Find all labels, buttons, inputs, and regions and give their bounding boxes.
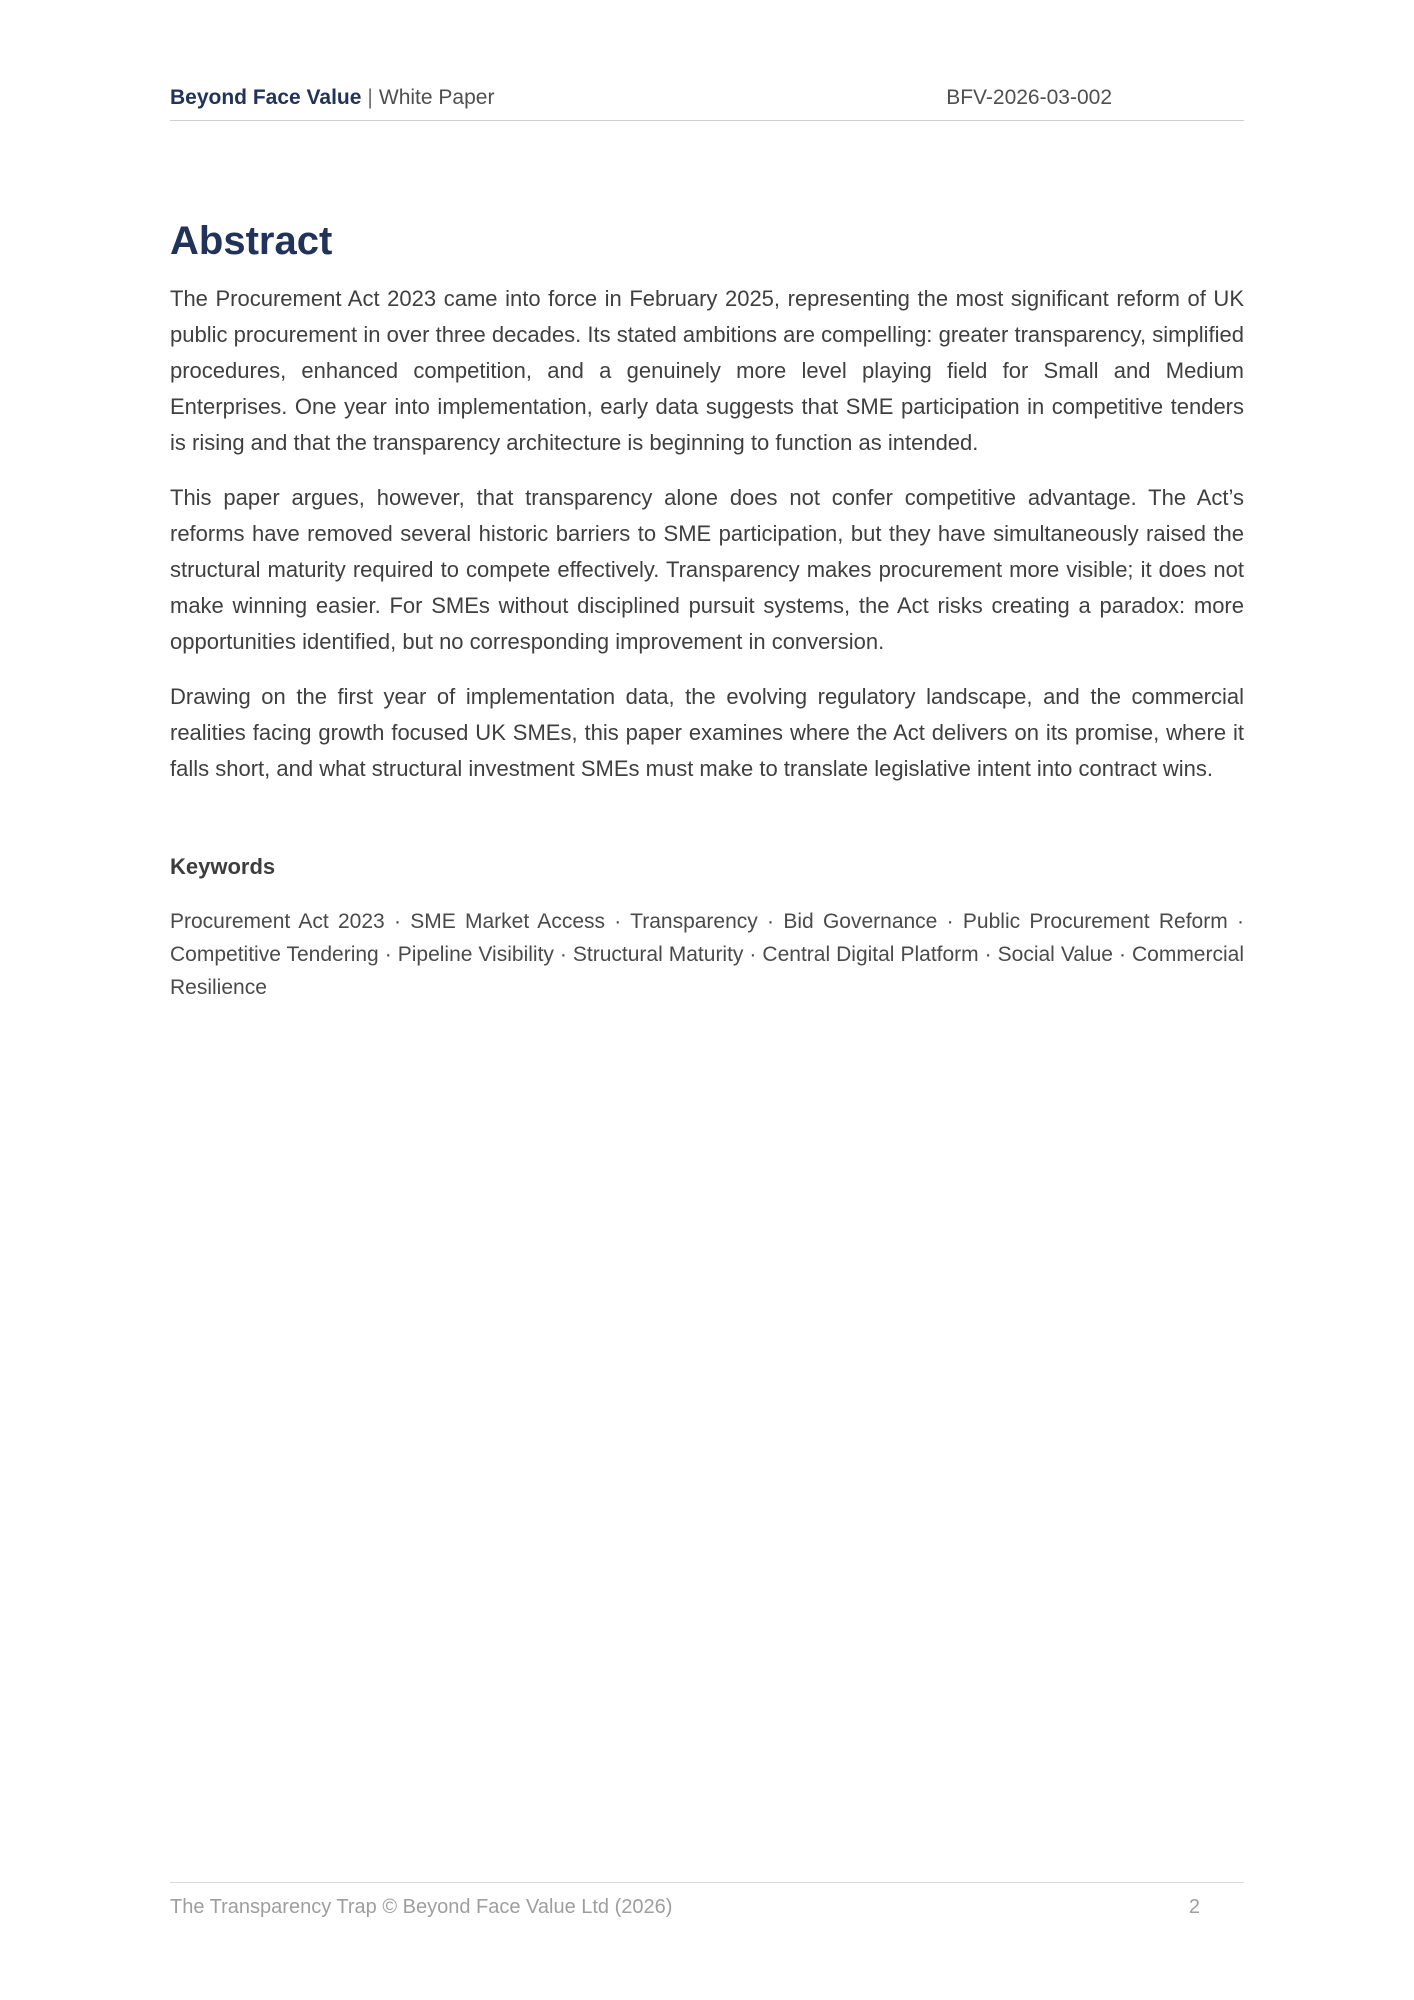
page-footer bbox=[170, 1882, 1244, 1919]
keywords-list: Procurement Act 2023 · SME Market Access · Transparency · Bid Governance · Public Procurement Reform · Competitive Tendering · Pipeline Visibility · Structural Maturity · Central Digital Platform · Social Value · Commercial Resilience bbox=[170, 910, 1244, 1000]
document-type-label: White Paper bbox=[378, 86, 495, 109]
page-header bbox=[170, 0, 1244, 121]
document-id: BFV-2026-03-002 bbox=[946, 86, 1112, 109]
abstract-paragraph: Drawing on the first year of implementation data, the evolving regulatory landscape, and the commercial realities facing growth focused UK SMEs, this paper examines where the Act delivers on its promise, where it falls short, and what structural investment SMEs must make to translate legislative intent into contract wins. bbox=[170, 684, 1244, 782]
header-left bbox=[170, 86, 494, 109]
abstract-paragraph: This paper argues, however, that transparency alone does not confer competitive advantage. The Act’s reforms have removed several historic barriers to SME participation, but they have simultaneously raised the structural maturity required to compete effectively. Transparency makes procurement more visible; it does not make winning easier. For SMEs without disciplined pursuit systems, the Act risks creating a paradox: more opportunities identified, but no corresponding improvement in conversion. bbox=[170, 485, 1244, 655]
brand-name: Beyond Face Value bbox=[170, 86, 362, 109]
footer-copyright: The Transparency Trap © Beyond Face Value Ltd (2026) bbox=[170, 1896, 673, 1918]
abstract-paragraph: The Procurement Act 2023 came into force in February 2025, representing the most significant reform of UK public procurement in over three decades. Its stated ambitions are compelling: greater transparency, simplified procedures, enhanced competition, and a genuinely more level playing field for Small and Medium Enterprises. One year into implementation, early data suggests that SME participation in competitive tenders is rising and that the transparency architecture is beginning to function as intended. bbox=[170, 286, 1244, 456]
abstract-body bbox=[170, 281, 1244, 787]
page-number: 2 bbox=[1188, 1896, 1200, 1918]
keywords-title: Keywords bbox=[170, 854, 276, 880]
abstract-title: Abstract bbox=[170, 219, 333, 264]
header-separator: | bbox=[367, 86, 373, 109]
